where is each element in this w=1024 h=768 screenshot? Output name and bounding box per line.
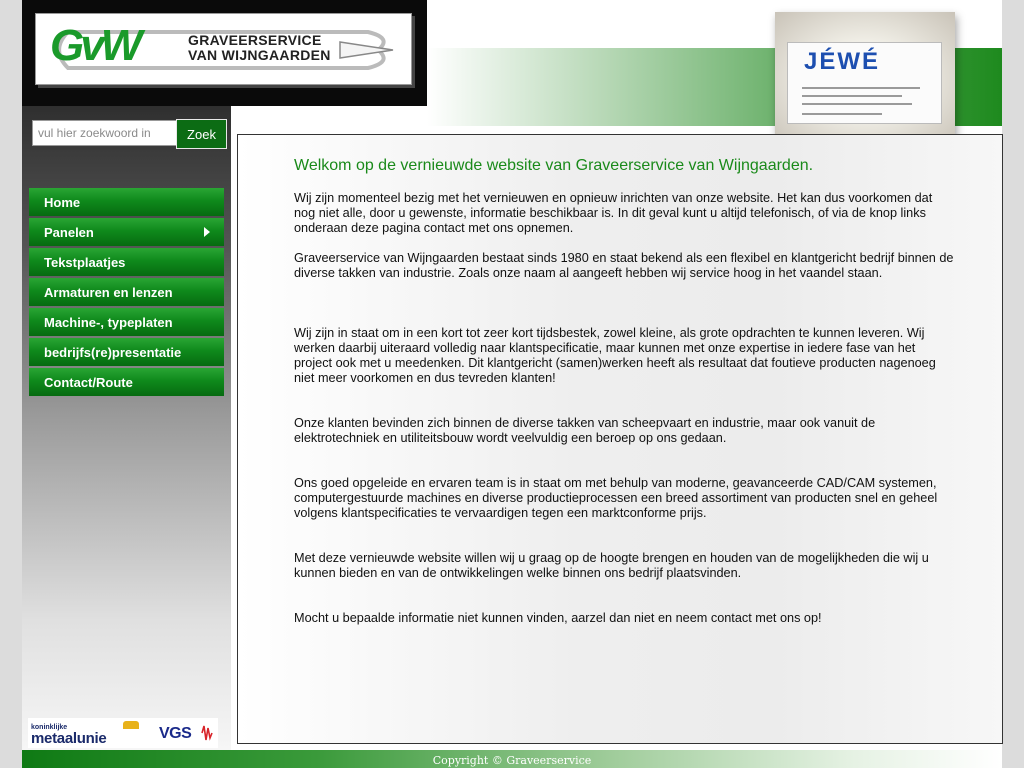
- plate-engraving-line: [802, 87, 920, 89]
- website-paragraph: Met deze vernieuwde website willen wij u graag op de hoogte brengen en houden van de mogelijkheden die wij u kunnen bieden en van de ontwikkelingen welke binnen ons bedrijf plaatsvinden.: [294, 551, 929, 580]
- nav-item-label: Contact/Route: [44, 374, 133, 390]
- header-product-photo: [775, 12, 955, 146]
- vgs-logo[interactable]: VGS: [159, 725, 192, 742]
- metaalunie-logo[interactable]: metaalunie: [31, 730, 107, 747]
- logo-line-2: VAN WIJNGAARDEN: [188, 47, 331, 63]
- plate-brand: JÉWÉ: [804, 48, 881, 75]
- nav-item-home[interactable]: [29, 188, 224, 216]
- team-paragraph: Ons goed opgeleide en ervaren team is in staat om met behulp van moderne, geavanceerde CAD/CAM systemen, computergestuurde machines en diverse productieprocessen een breed assortiment van producten snel en geheel volgens klantspecificaties te vervaardigen tegen een marktconforme prijs.: [294, 476, 938, 520]
- submenu-arrow-icon: [204, 227, 210, 237]
- plate-engraving-line: [802, 113, 882, 115]
- logo-line-1: GRAVEERSERVICE: [188, 32, 322, 48]
- engraved-plate: [787, 42, 942, 124]
- history-paragraph: Graveerservice van Wijngaarden bestaat sinds 1980 en staat bekend als een flexibel en klantgericht bedrijf binnen de diverse takken van industrie. Zoals onze naam al aangeeft hebben wij service hoog in het vaandel staan.: [294, 251, 954, 280]
- plate-engraving-line: [802, 95, 902, 97]
- page-title: Welkom op de vernieuwde website van Graveerservice van Wijngaarden.: [294, 157, 814, 174]
- search-input[interactable]: [32, 120, 179, 146]
- delivery-paragraph: Wij zijn in staat om in een kort tot zeer kort tijdsbestek, zowel kleine, als grote opdrachten te kunnen leveren. Wij werken daarbij uiteraard volledig naar klantspecificatie, maar kunnen met onze expertise in iedere fase van het project ook met u meedenken. Dit klantgericht (samen)werken heeft als resultaat dat foutieve producten nagenoeg niet meer voorkomen en dus tevreden klanten!: [294, 326, 936, 385]
- nav-item-bedrijfspresentatie[interactable]: [29, 338, 224, 366]
- nav-item-label: Armaturen en lenzen: [44, 284, 173, 300]
- crown-icon: [123, 721, 139, 729]
- nav-item-label: Home: [44, 194, 81, 210]
- clients-paragraph: Onze klanten bevinden zich binnen de diverse takken van scheepvaart en industrie, maar ook vanuit de elektrotechniek en utiliteitsbouw wordt veelvuldig een beroep op ons gedaan.: [294, 416, 876, 445]
- copyright-text: Copyright © Graveerservice: [432, 754, 592, 767]
- logo-wordmark: [188, 33, 348, 63]
- metaalunie-prefix: koninklijke: [31, 724, 68, 731]
- contact-paragraph: Mocht u bepaalde informatie niet kunnen vinden, aarzel dan niet en neem contact met ons op!: [294, 611, 822, 625]
- search-button[interactable]: Zoek: [176, 119, 227, 149]
- vgs-wave-icon: [200, 723, 214, 743]
- nav-item-contact[interactable]: [29, 368, 224, 396]
- nav-item-tekstplaatjes[interactable]: [29, 248, 224, 276]
- nav-item-label: Machine-, typeplaten: [44, 314, 173, 330]
- nav-item-label: Tekstplaatjes: [44, 254, 126, 270]
- nav-item-typeplaten[interactable]: [29, 308, 224, 336]
- main-navigation: [29, 188, 224, 398]
- nav-item-panelen[interactable]: [29, 218, 224, 246]
- nav-item-armaturen[interactable]: [29, 278, 224, 306]
- nav-item-label: Panelen: [44, 224, 94, 240]
- footer: [22, 750, 1002, 768]
- nav-item-label: bedrijfs(re)presentatie: [44, 344, 182, 360]
- logo-mark: GvW: [50, 21, 139, 70]
- intro-paragraph: Wij zijn momenteel bezig met het vernieuwen en opnieuw inrichten van onze website. Het kan dus voorkomen dat nog niet alle, door u gewenste, informatie beschikbaar is. In dit geval kunt u altijd telefonisch, of via de knop links onderaan deze pagina contact met ons opnemen.: [294, 191, 933, 235]
- plate-engraving-line: [802, 103, 912, 105]
- partner-logos: [28, 718, 218, 748]
